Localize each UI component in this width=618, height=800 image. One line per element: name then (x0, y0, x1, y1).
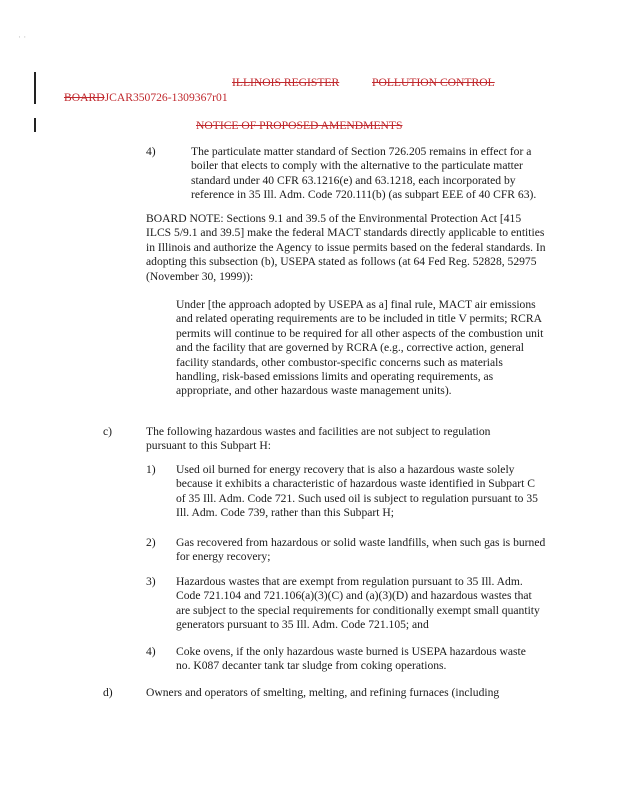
change-bar (34, 118, 36, 132)
item-text: Used oil burned for energy recovery that is also a hazardous waste solely because it exhibits a characteristic of hazardous waste identified in Subpart C of 35 Ill. Adm. Code 721. Such used oil is subject to regulation pursuant to 35 Ill. Adm. Code 739, rather than this Subpart H; (176, 463, 538, 520)
quoted-passage: Under [the approach adopted by USEPA as a] final rule, MACT air emissions and related operating requirements are to be included in title V permits; RCRA permits will continue to be required for all other aspects of the combustion unit and the facility that are governed by RCRA (e.g., corrective action, general facility standards, other combustor-specific concerns such as materials handling, risk-based emissions limits and operating requirements, as appropriate, and other hazardous waste management units). (176, 298, 544, 398)
board-note: BOARD NOTE: Sections 9.1 and 39.5 of the Environmental Protection Act [415 ILCS 5/9.1 and 39.5] make the federal MACT standards directly applicable to entities in Illinois and authorize the Agency to issue permits based on the federal standards. In adopting this subsection (b), USEPA stated as follows (at 64 Fed Reg. 52828, 52975 (November 30, 1999)): (146, 212, 546, 283)
item-text: Gas recovered from hazardous or solid waste landfills, when such gas is burned for energy recovery; (176, 536, 546, 564)
subsection-letter: c) (103, 425, 113, 438)
subsection-text: The following hazardous wastes and facilities are not subject to regulation pursuant to this Subpart H: (146, 425, 491, 453)
agency-title: POLLUTION CONTROL (372, 76, 495, 89)
item-number: 3) (146, 575, 156, 588)
register-title: ILLINOIS REGISTER (232, 76, 340, 89)
notice-heading: NOTICE OF PROPOSED AMENDMENTS (196, 119, 403, 132)
item-text: Coke ovens, if the only hazardous waste burned is USEPA hazardous waste no. K087 decanter tank tar sludge from coking operations. (176, 645, 526, 673)
item-number: 1) (146, 463, 156, 476)
docket-number: JCAR350726-1309367r01 (104, 91, 228, 104)
subsection-letter: d) (103, 686, 113, 699)
docket-line (64, 91, 228, 104)
board-word: BOARD (64, 91, 105, 104)
scan-mark: · · (18, 32, 27, 42)
item-text: Hazardous wastes that are exempt from regulation pursuant to 35 Ill. Adm. Code 721.104 and 721.106(a)(3)(C) and (a)(3)(D) and hazardous wastes that are subject to the special requirements for conditionally exempt small quantity generators pursuant to 35 Ill. Adm. Code 721.105; and (176, 575, 540, 632)
item-number: 4) (146, 645, 156, 658)
change-bar (34, 72, 36, 104)
subsection-text: Owners and operators of smelting, melting, and refining furnaces (including (146, 686, 500, 699)
item-number: 4) (146, 145, 156, 158)
item-text: The particulate matter standard of Section 726.205 remains in effect for a boiler that elects to comply with the alternative to the particulate matter standard under 40 CFR 63.1216(e) and 63.1218, each incorporated by reference in 35 Ill. Adm. Code 720.111(b) (as subpart EEE of 40 CFR 63). (191, 145, 537, 202)
item-number: 2) (146, 536, 156, 549)
